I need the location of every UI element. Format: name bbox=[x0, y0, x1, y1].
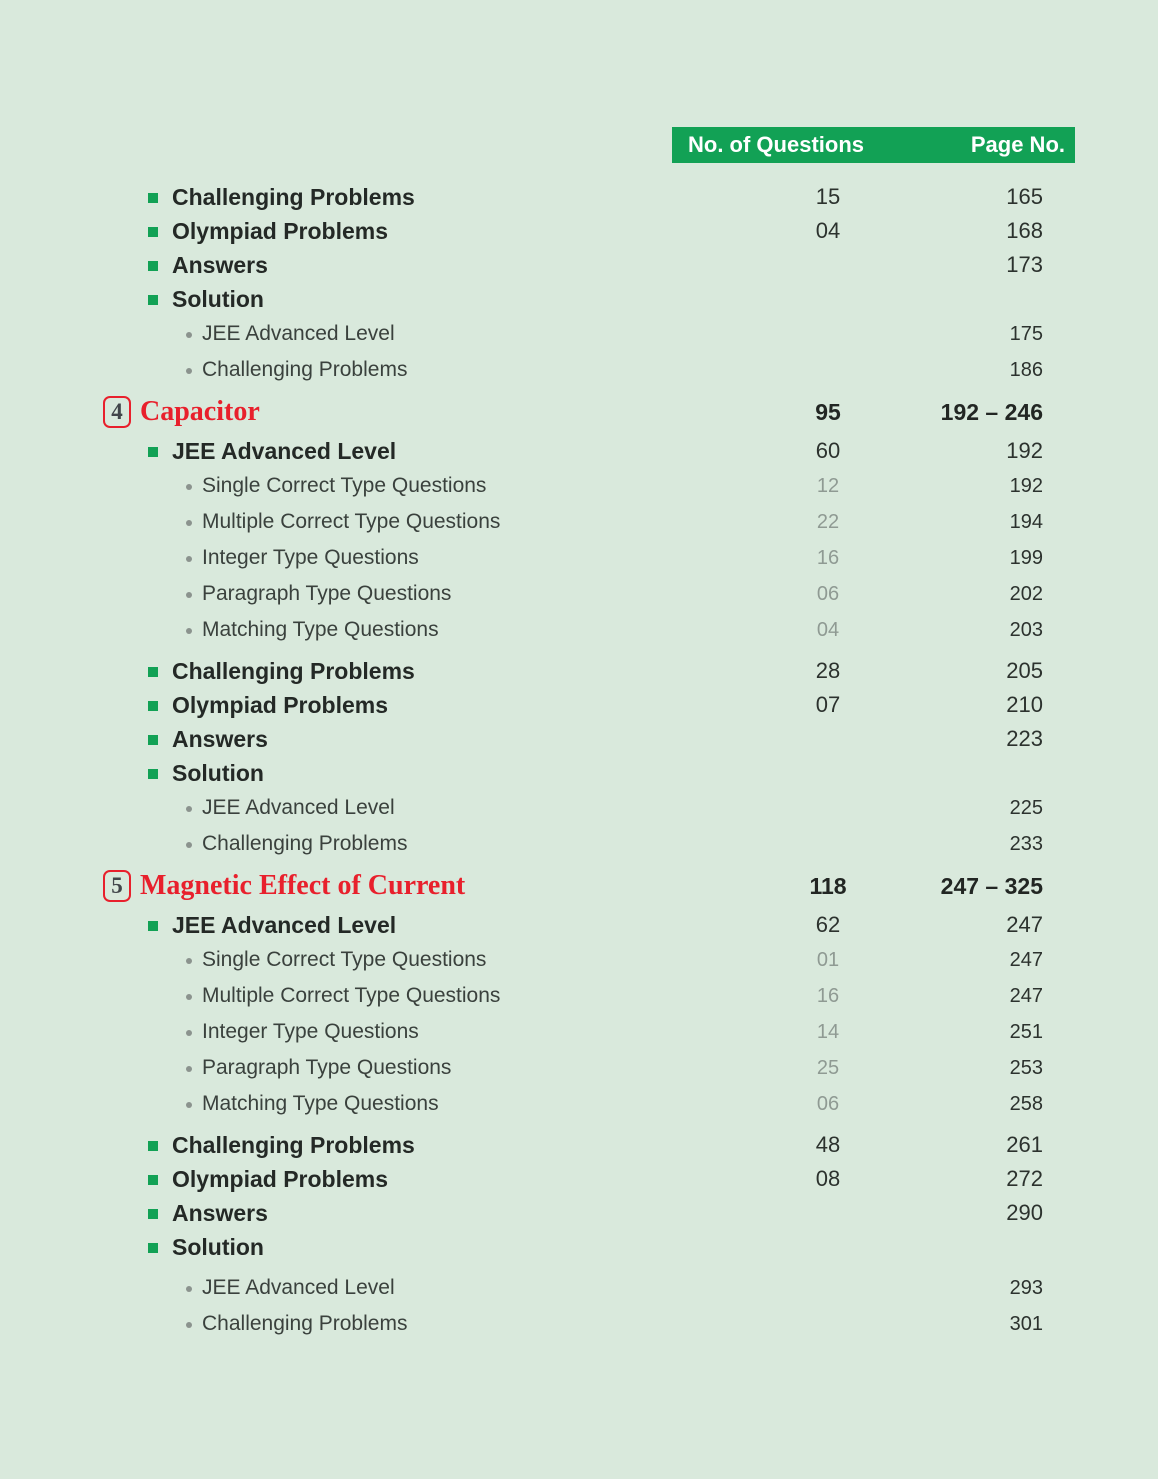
toc-row bbox=[103, 826, 1043, 862]
chapter-row bbox=[103, 864, 1043, 908]
bullet-square-icon bbox=[148, 227, 158, 237]
bullet-dot-icon bbox=[186, 1286, 192, 1292]
chapter-row bbox=[103, 390, 1043, 434]
entry-label: Multiple Correct Type Questions bbox=[202, 984, 501, 1007]
page-number: 253 bbox=[1009, 1056, 1043, 1079]
page-number: 258 bbox=[1009, 1092, 1043, 1115]
toc-row bbox=[103, 468, 1043, 504]
bullet-square-icon bbox=[148, 735, 158, 745]
entry-label: Single Correct Type Questions bbox=[202, 474, 487, 497]
chapter-number-badge: 4 bbox=[103, 396, 131, 428]
entry-label: Single Correct Type Questions bbox=[202, 948, 487, 971]
question-count: 12 bbox=[816, 474, 840, 497]
entry-label: Multiple Correct Type Questions bbox=[202, 510, 501, 533]
question-count: 95 bbox=[815, 398, 841, 425]
toc-row bbox=[103, 1162, 1043, 1196]
toc-row bbox=[103, 282, 1043, 316]
chapter-number-badge: 5 bbox=[103, 870, 131, 902]
page-number: 251 bbox=[1009, 1020, 1043, 1043]
question-count: 16 bbox=[816, 984, 840, 1007]
page-number: 165 bbox=[1006, 184, 1043, 209]
entry-label: JEE Advanced Level bbox=[202, 322, 395, 345]
toc-row bbox=[103, 654, 1043, 688]
toc-row bbox=[103, 942, 1043, 978]
bullet-square-icon bbox=[148, 667, 158, 677]
page-number: 247 bbox=[1006, 912, 1043, 937]
toc-rows bbox=[103, 180, 1043, 1342]
toc-row bbox=[103, 1270, 1043, 1306]
entry-label: Challenging Problems bbox=[202, 1312, 408, 1335]
bullet-square-icon bbox=[148, 1243, 158, 1253]
page-number: 192 – 246 bbox=[940, 398, 1043, 425]
bullet-square-icon bbox=[148, 701, 158, 711]
page-number: 205 bbox=[1006, 658, 1043, 683]
page-number: 225 bbox=[1009, 796, 1043, 819]
entry-label: Olympiad Problems bbox=[172, 217, 389, 244]
entry-label: JEE Advanced Level bbox=[202, 1276, 395, 1299]
question-count: 07 bbox=[815, 692, 841, 717]
question-count: 08 bbox=[815, 1166, 841, 1191]
page-number: 203 bbox=[1009, 618, 1043, 641]
toc-row bbox=[103, 352, 1043, 388]
bullet-dot-icon bbox=[186, 958, 192, 964]
page-number: 223 bbox=[1006, 726, 1043, 751]
bullet-dot-icon bbox=[186, 556, 192, 562]
chapter-title: Magnetic Effect of Current bbox=[140, 870, 466, 901]
toc-row bbox=[103, 790, 1043, 826]
question-count: 48 bbox=[815, 1132, 841, 1157]
page-number: 293 bbox=[1009, 1276, 1043, 1299]
toc-row bbox=[103, 434, 1043, 468]
toc-row bbox=[103, 1050, 1043, 1086]
toc-row bbox=[103, 248, 1043, 282]
entry-label: Challenging Problems bbox=[202, 358, 408, 381]
page-number: 247 bbox=[1009, 948, 1043, 971]
toc-row bbox=[103, 1128, 1043, 1162]
bullet-square-icon bbox=[148, 1175, 158, 1185]
toc-row bbox=[103, 1230, 1043, 1264]
question-count: 25 bbox=[816, 1056, 840, 1079]
bullet-square-icon bbox=[148, 261, 158, 271]
page-number: 202 bbox=[1009, 582, 1043, 605]
page-number: 247 bbox=[1009, 984, 1043, 1007]
toc-row bbox=[103, 540, 1043, 576]
toc-row bbox=[103, 316, 1043, 352]
entry-label: Challenging Problems bbox=[202, 832, 408, 855]
bullet-dot-icon bbox=[186, 484, 192, 490]
bullet-dot-icon bbox=[186, 1322, 192, 1328]
questions-column-header: No. of Questions bbox=[688, 132, 864, 157]
entry-label: Matching Type Questions bbox=[202, 618, 439, 641]
entry-label: JEE Advanced Level bbox=[172, 911, 397, 938]
entry-label: Challenging Problems bbox=[172, 657, 415, 684]
entry-label: Solution bbox=[172, 1233, 264, 1260]
entry-label: Matching Type Questions bbox=[202, 1092, 439, 1115]
entry-label: Olympiad Problems bbox=[172, 1165, 389, 1192]
page-number: 173 bbox=[1006, 252, 1043, 277]
bullet-square-icon bbox=[148, 193, 158, 203]
page-number: 186 bbox=[1009, 358, 1043, 381]
bullet-square-icon bbox=[148, 1141, 158, 1151]
entry-label: Challenging Problems bbox=[172, 183, 415, 210]
page-number: 272 bbox=[1006, 1166, 1043, 1191]
entry-label: Olympiad Problems bbox=[172, 691, 389, 718]
bullet-dot-icon bbox=[186, 1102, 192, 1108]
toc-row bbox=[103, 1014, 1043, 1050]
toc-row bbox=[103, 688, 1043, 722]
page-number: 192 bbox=[1009, 474, 1043, 497]
question-count: 22 bbox=[816, 510, 840, 533]
page-number: 233 bbox=[1009, 832, 1043, 855]
entry-label: Answers bbox=[172, 251, 268, 278]
toc-row bbox=[103, 576, 1043, 612]
page-number: 168 bbox=[1006, 218, 1043, 243]
toc-row bbox=[103, 978, 1043, 1014]
question-count: 15 bbox=[815, 184, 841, 209]
entry-label: Integer Type Questions bbox=[202, 546, 419, 569]
bullet-dot-icon bbox=[186, 368, 192, 374]
bullet-square-icon bbox=[148, 769, 158, 779]
page-number: 210 bbox=[1006, 692, 1043, 717]
bullet-dot-icon bbox=[186, 1030, 192, 1036]
entry-label: JEE Advanced Level bbox=[172, 437, 397, 464]
question-count: 06 bbox=[816, 1092, 840, 1115]
page-number: 261 bbox=[1006, 1132, 1043, 1157]
page-number: 247 – 325 bbox=[940, 872, 1043, 899]
entry-label: Answers bbox=[172, 1199, 268, 1226]
question-count: 06 bbox=[816, 582, 840, 605]
page-number: 192 bbox=[1006, 438, 1043, 463]
toc-row bbox=[103, 908, 1043, 942]
chapter-title: Capacitor bbox=[140, 396, 260, 427]
page-number: 194 bbox=[1009, 510, 1043, 533]
toc-row bbox=[103, 214, 1043, 248]
bullet-square-icon bbox=[148, 447, 158, 457]
page-number: 290 bbox=[1006, 1200, 1043, 1225]
entry-label: JEE Advanced Level bbox=[202, 796, 395, 819]
bullet-dot-icon bbox=[186, 520, 192, 526]
entry-label: Paragraph Type Questions bbox=[202, 1056, 452, 1079]
bullet-dot-icon bbox=[186, 1066, 192, 1072]
question-count: 01 bbox=[816, 948, 840, 971]
bullet-square-icon bbox=[148, 1209, 158, 1219]
entry-label: Solution bbox=[172, 759, 264, 786]
bullet-square-icon bbox=[148, 295, 158, 305]
question-count: 04 bbox=[815, 218, 841, 243]
question-count: 60 bbox=[815, 438, 841, 463]
question-count: 16 bbox=[816, 546, 840, 569]
entry-label: Integer Type Questions bbox=[202, 1020, 419, 1043]
entry-label: Solution bbox=[172, 285, 264, 312]
page-number: 301 bbox=[1009, 1312, 1043, 1335]
page-number: 175 bbox=[1009, 322, 1043, 345]
question-count: 62 bbox=[815, 912, 841, 937]
bullet-dot-icon bbox=[186, 332, 192, 338]
page-column-header: Page No. bbox=[970, 132, 1065, 157]
entry-label: Answers bbox=[172, 725, 268, 752]
entry-label: Paragraph Type Questions bbox=[202, 582, 452, 605]
table-header bbox=[672, 127, 1075, 163]
question-count: 14 bbox=[816, 1020, 840, 1043]
toc-row bbox=[103, 1196, 1043, 1230]
bullet-dot-icon bbox=[186, 994, 192, 1000]
bullet-dot-icon bbox=[186, 806, 192, 812]
bullet-dot-icon bbox=[186, 842, 192, 848]
question-count: 118 bbox=[809, 872, 847, 899]
toc-row bbox=[103, 1306, 1043, 1342]
question-count: 28 bbox=[815, 658, 841, 683]
bullet-dot-icon bbox=[186, 628, 192, 634]
toc-row bbox=[103, 756, 1043, 790]
toc-row bbox=[103, 612, 1043, 648]
entry-label: Challenging Problems bbox=[172, 1131, 415, 1158]
toc-row bbox=[103, 180, 1043, 214]
question-count: 04 bbox=[816, 618, 840, 641]
bullet-dot-icon bbox=[186, 592, 192, 598]
page-number: 199 bbox=[1009, 546, 1043, 569]
toc-row bbox=[103, 504, 1043, 540]
bullet-square-icon bbox=[148, 921, 158, 931]
toc-row bbox=[103, 1086, 1043, 1122]
toc-row bbox=[103, 722, 1043, 756]
